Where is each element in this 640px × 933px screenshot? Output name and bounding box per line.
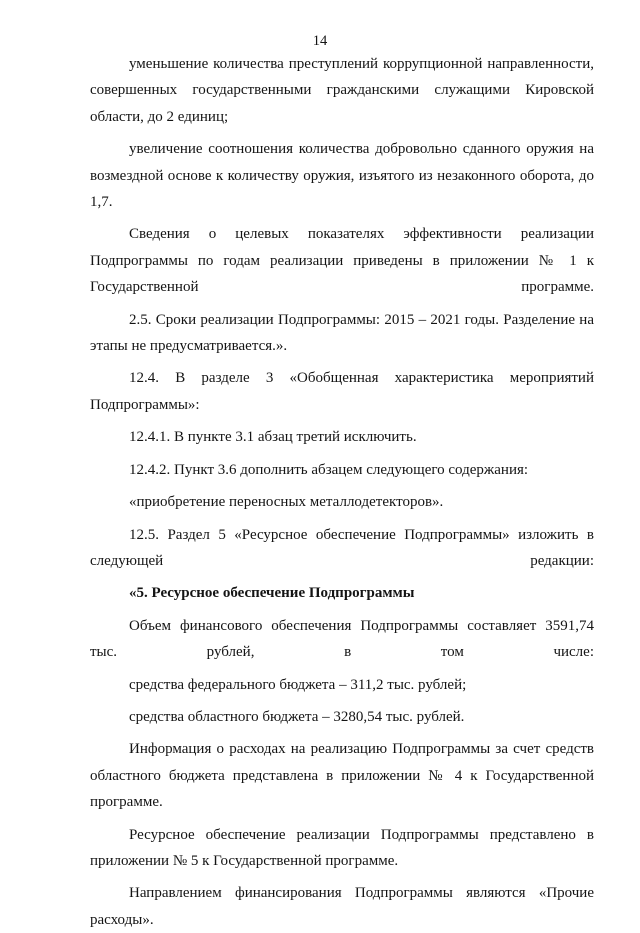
paragraph-section-3: 12.4. В разделе 3 «Обобщенная характеристика мероприятий Подпрограммы»: bbox=[90, 370, 594, 413]
page-number: 14 bbox=[312, 33, 328, 49]
paragraph-expenses-info: Информация о расходах на реализацию Подпрограммы за счет средств областного бюджета представлена в приложении № 4 к Государственной программе. bbox=[90, 741, 594, 811]
paragraph-item-12-4-2: 12.4.2. Пункт 3.6 дополнить абзацем следующего содержания: bbox=[129, 461, 529, 478]
section-heading-resources: «5. Ресурсное обеспечение Подпрограммы bbox=[129, 585, 415, 602]
paragraph-target-indicators: Сведения о целевых показателях эффективности реализации Подпрограммы по годам реализации приведены в приложении № 1 к Государственной программе. bbox=[90, 226, 594, 296]
paragraph-implementation-terms: 2.5. Сроки реализации Подпрограммы: 2015 – 2021 годы. Разделение на этапы не предусматривается.». bbox=[90, 311, 594, 355]
paragraph-corruption-crimes: уменьшение количества преступлений коррупционной направленности, совершенных государственными гражданскими служащими Кировской области, до 2 единиц; bbox=[90, 56, 594, 125]
paragraph-federal-budget: средства федерального бюджета – 311,2 тыс. рублей; bbox=[129, 676, 467, 693]
paragraph-metal-detectors: «приобретение переносных металлодетекторов». bbox=[129, 494, 444, 511]
paragraph-item-12-4-1: 12.4.1. В пункте 3.1 абзац третий исключить. bbox=[129, 429, 417, 446]
paragraph-item-12-5: 12.5. Раздел 5 «Ресурсное обеспечение Подпрограммы» изложить в следующей редакции: bbox=[90, 526, 594, 569]
document-body bbox=[90, 51, 594, 933]
paragraph-funding-total: Объем финансового обеспечения Подпрограммы составляет 3591,74 тыс. рублей, в том числе: bbox=[90, 617, 594, 661]
paragraph-funding-direction: Направлением финансирования Подпрограммы являются «Прочие расходы». bbox=[90, 885, 594, 928]
paragraph-resource-appendix: Ресурсное обеспечение реализации Подпрограммы представлено в приложении № 5 к Государственной программе. bbox=[90, 826, 594, 869]
paragraph-regional-budget: средства областного бюджета – 3280,54 тыс. рублей. bbox=[129, 708, 465, 725]
paragraph-weapons-ratio: увеличение соотношения количества добровольно сданного оружия на возмездной основе к количеству оружия, изъятого из незаконного оборота, до 1,7. bbox=[90, 141, 594, 211]
